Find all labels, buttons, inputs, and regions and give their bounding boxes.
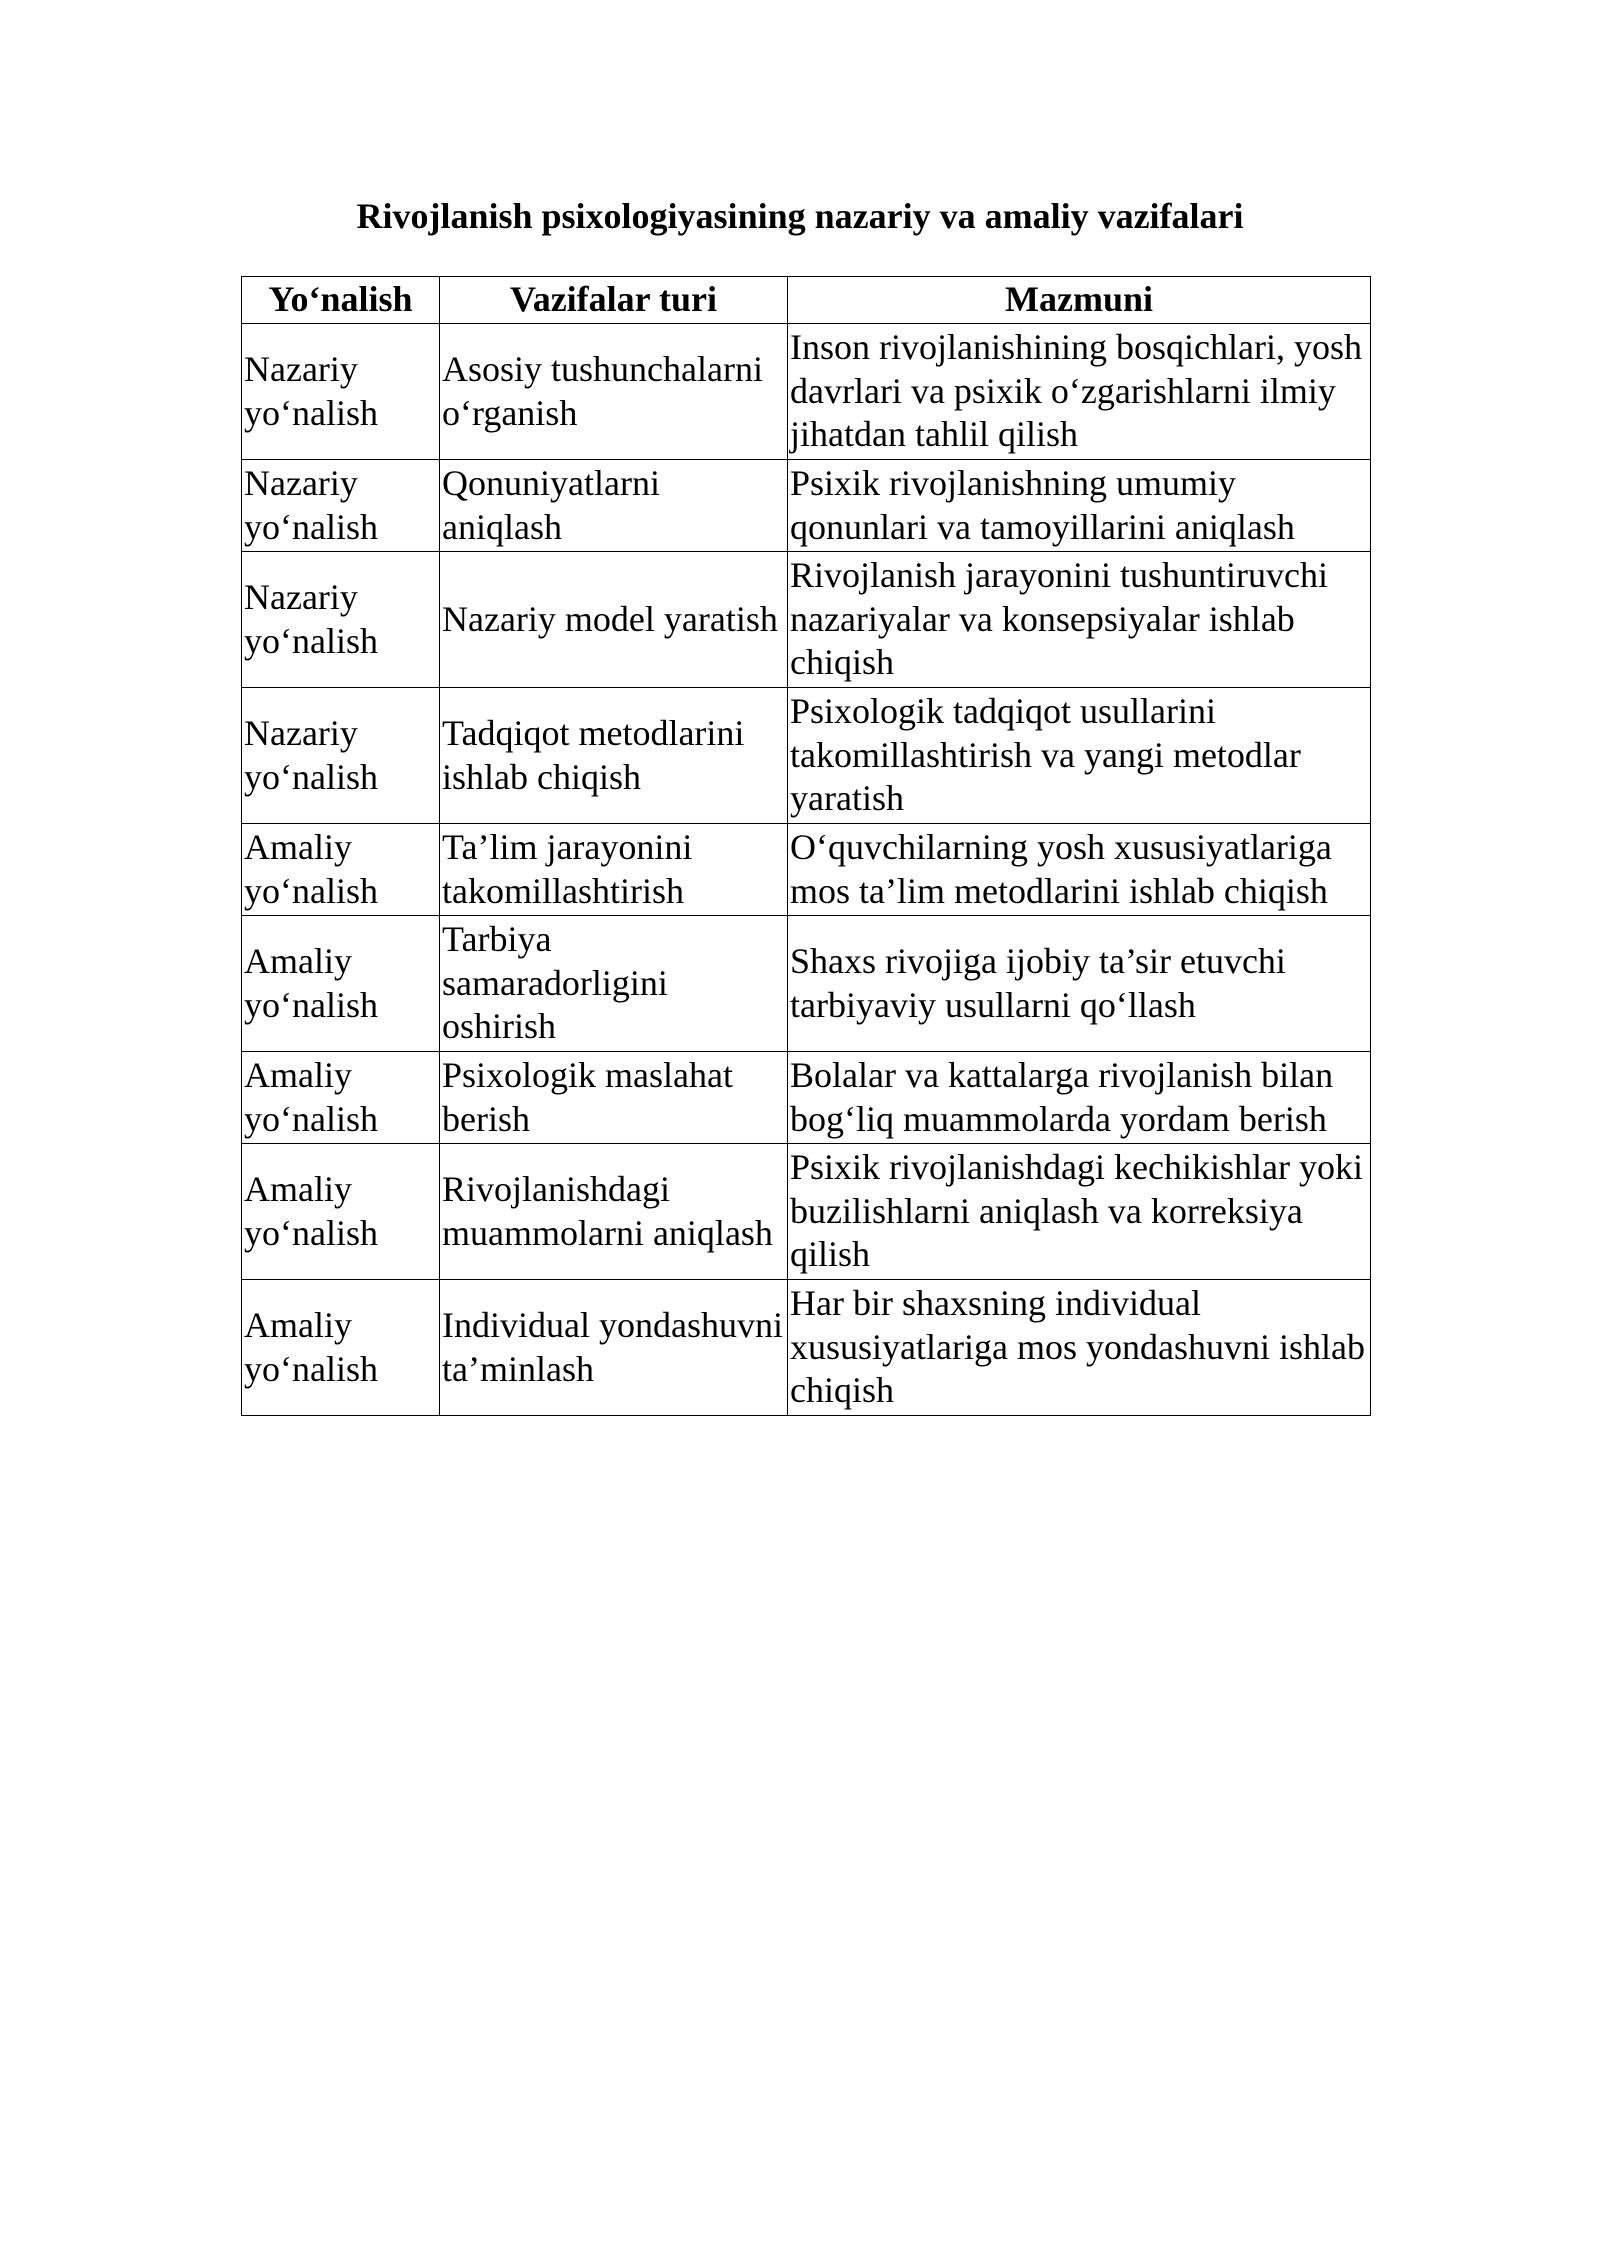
table-row [242, 1144, 1371, 1280]
table-row [242, 1052, 1371, 1144]
cell-content: Psixik rivojlanishning umumiy qonunlari va tamoyillarini aniqlash [788, 460, 1371, 552]
cell-content: Psixologik tadqiqot usullarini takomillashtirish va yangi metodlar yaratish [788, 688, 1371, 824]
cell-task-type: Tarbiya samaradorligini oshirish [440, 916, 788, 1052]
cell-task-type: Tadqiqot metodlarini ishlab chiqish [440, 688, 788, 824]
table-header-row [242, 277, 1371, 324]
page-title: Rivojlanish psixologiyasining nazariy va amaliy vazifalari [356, 196, 1244, 236]
cell-direction: Nazariy yo‘nalish [242, 688, 440, 824]
cell-direction: Nazariy yo‘nalish [242, 324, 440, 460]
tasks-table [241, 276, 1371, 1416]
table-row [242, 552, 1371, 688]
cell-task-type: Qonuniyatlarni aniqlash [440, 460, 788, 552]
table-row [242, 916, 1371, 1052]
cell-direction: Nazariy yo‘nalish [242, 552, 440, 688]
cell-direction: Amaliy yo‘nalish [242, 824, 440, 916]
cell-content: Bolalar va kattalarga rivojlanish bilan bog‘liq muammolarda yordam berish [788, 1052, 1371, 1144]
cell-task-type: Ta’lim jarayonini takomillashtirish [440, 824, 788, 916]
cell-task-type: Asosiy tushunchalarni o‘rganish [440, 324, 788, 460]
table-row [242, 688, 1371, 824]
table-row [242, 824, 1371, 916]
cell-content: Psixik rivojlanishdagi kechikishlar yoki buzilishlarni aniqlash va korreksiya qilish [788, 1144, 1371, 1280]
header-direction: Yo‘nalish [242, 277, 440, 324]
cell-task-type: Rivojlanishdagi muammolarni aniqlash [440, 1144, 788, 1280]
table-row [242, 1280, 1371, 1416]
table-row [242, 324, 1371, 460]
cell-direction: Amaliy yo‘nalish [242, 1144, 440, 1280]
header-task-type: Vazifalar turi [440, 277, 788, 324]
cell-content: Har bir shaxsning individual xususiyatlariga mos yondashuvni ishlab chiqish [788, 1280, 1371, 1416]
header-content: Mazmuni [788, 277, 1371, 324]
cell-task-type: Individual yondashuvni ta’minlash [440, 1280, 788, 1416]
cell-content: Rivojlanish jarayonini tushuntiruvchi nazariyalar va konsepsiyalar ishlab chiqish [788, 552, 1371, 688]
cell-content: Inson rivojlanishining bosqichlari, yosh davrlari va psixik o‘zgarishlarni ilmiy jihatdan tahlil qilish [788, 324, 1371, 460]
cell-direction: Amaliy yo‘nalish [242, 1280, 440, 1416]
table-row [242, 460, 1371, 552]
cell-direction: Nazariy yo‘nalish [242, 460, 440, 552]
cell-task-type: Psixologik maslahat berish [440, 1052, 788, 1144]
cell-direction: Amaliy yo‘nalish [242, 1052, 440, 1144]
cell-content: O‘quvchilarning yosh xususiyatlariga mos ta’lim metodlarini ishlab chiqish [788, 824, 1371, 916]
cell-content: Shaxs rivojiga ijobiy ta’sir etuvchi tarbiyaviy usullarni qo‘llash [788, 916, 1371, 1052]
cell-direction: Amaliy yo‘nalish [242, 916, 440, 1052]
cell-task-type: Nazariy model yaratish [440, 552, 788, 688]
